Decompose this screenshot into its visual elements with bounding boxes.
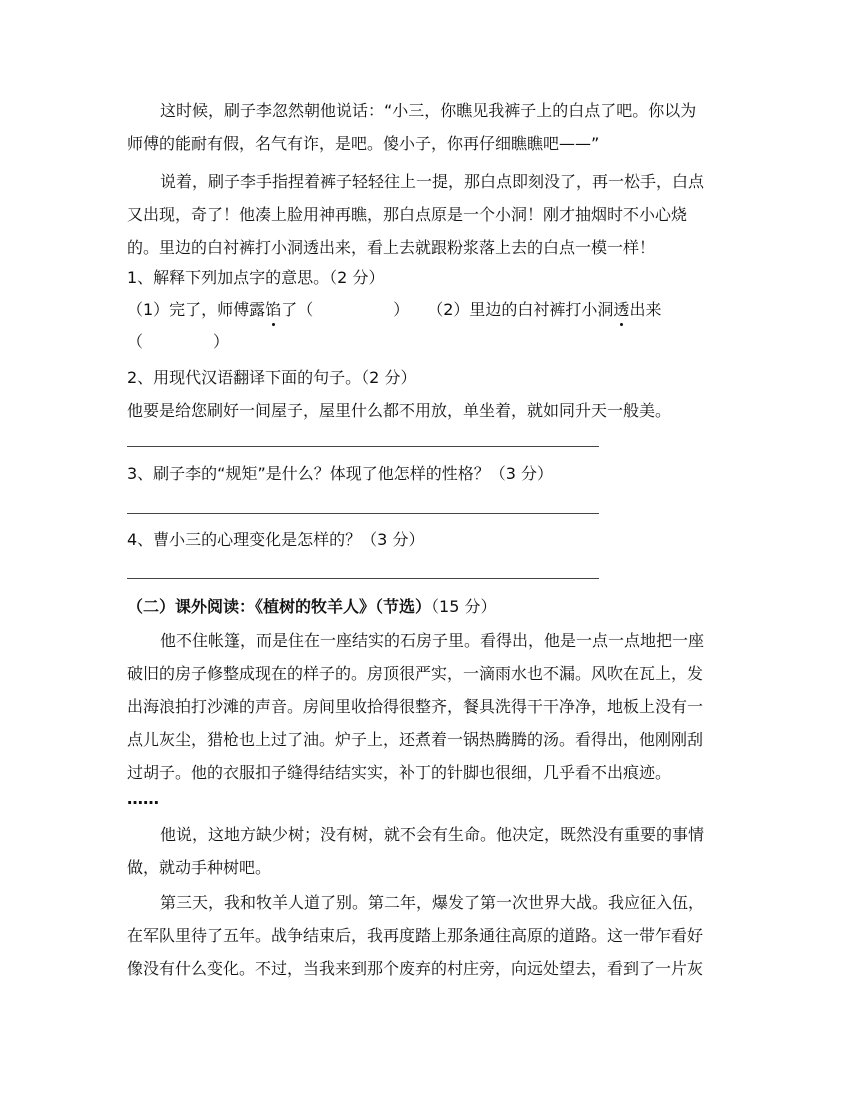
passage2-para3-line1: 第三天，我和牧羊人道了别。第二年，爆发了第一次世界大战。我应征入伍，	[160, 893, 705, 912]
question-2-sentence: 他要是给您刷好一间屋子，屋里什么都不用放，单坐着，就如同升天一般美。	[127, 401, 672, 420]
passage1-para2-line1: 说着，刷子李手指捏着裤子轻轻往上一提，那白点即刻没了，再一松手，白点	[160, 172, 705, 191]
q1-b-suffix: 出来	[629, 300, 662, 319]
question-1-item2-answer	[127, 332, 229, 352]
passage1-para2-line2: 又出现，奇了！他凑上脸用神再瞧，那白点原是一个小洞！刚才抽烟时不小心烧	[127, 205, 688, 224]
passage2-para3-line3: 像没有什么变化。不过，当我来到那个废弃的村庄旁，向远处望去，看到了一片灰	[127, 959, 704, 978]
question-1-items	[127, 300, 661, 320]
q1-b-open: （	[127, 332, 144, 351]
question-2-title: 2、用现代汉语翻译下面的句子。（2 分）	[127, 368, 417, 387]
section-2-score: （15 分）	[431, 597, 497, 616]
section-2-heading	[127, 597, 496, 617]
q1-b-close: ）	[213, 332, 230, 351]
q1-a-close: ）	[393, 300, 410, 319]
question-2-answer-line[interactable]	[127, 446, 599, 447]
section-2-title: （二）课外阅读：《植树的牧羊人》（节选）	[127, 597, 432, 616]
q1-a-suffix: 了（	[281, 300, 314, 319]
passage1-para1-line1: 这时候，刷子李忽然朝他说话：“小三，你瞧见我裤子上的白点了吧。你以为	[160, 101, 697, 120]
question-4-title: 4、曹小三的心理变化是怎样的？（3 分）	[127, 530, 425, 549]
passage2-para3-line2: 在军队里待了五年。战争结束后，我再度踏上那条通往高原的道路。这一带乍看好	[127, 926, 704, 945]
question-3-title: 3、刷子李的“规矩”是什么？体现了他怎样的性格？（3 分）	[127, 464, 554, 483]
q1-b-dotted-char: 透	[613, 300, 630, 319]
q1-b-prefix: （2）里边的白衬裤打小洞	[427, 300, 614, 319]
passage2-para1-line1: 他不住帐篷，而是住在一座结实的石房子里。看得出，他是一点一点地把一座	[160, 631, 705, 650]
passage2-para2-line2: 做，就动手种树吧。	[127, 858, 272, 877]
passage1-para2-line3: 的。里边的白衬裤打小洞透出来，看上去就跟粉浆落上去的白点一模一样！	[127, 238, 656, 257]
q1-a-prefix: （1）完了，师傅露	[127, 300, 266, 319]
passage2-para1-line3: 出海浪拍打沙滩的声音。房间里收拾得很整齐，餐具洗得干干净净，地板上没有一	[127, 697, 704, 716]
question-3-answer-line[interactable]	[127, 513, 599, 514]
passage2-para1-line2: 破旧的房子修整成现在的样子的。房顶很严实，一滴雨水也不漏。风吹在瓦上，发	[127, 664, 704, 683]
passage2-para1-line5: 过胡子。他的衣服扣子缝得结结实实，补丁的针脚也很细，几乎看不出痕迹。	[127, 763, 672, 782]
passage2-ellipsis: ……	[127, 789, 159, 808]
passage1-para1-line2: 师傅的能耐有假，名气有诈，是吧。傻小子，你再仔细瞧瞧吧——”	[127, 134, 600, 153]
q1-a-dotted-char: 馅	[265, 300, 282, 319]
passage2-para2-line1: 他说，这地方缺少树；没有树，就不会有生命。他决定，既然没有重要的事情	[160, 825, 705, 844]
passage2-para1-line4: 点儿灰尘，猎枪也上过了油。炉子上，还煮着一锅热腾腾的汤。看得出，他刚刚刮	[127, 730, 704, 749]
question-1-title: 1、解释下列加点字的意思。（2 分）	[127, 268, 385, 287]
question-4-answer-line[interactable]	[127, 578, 599, 579]
